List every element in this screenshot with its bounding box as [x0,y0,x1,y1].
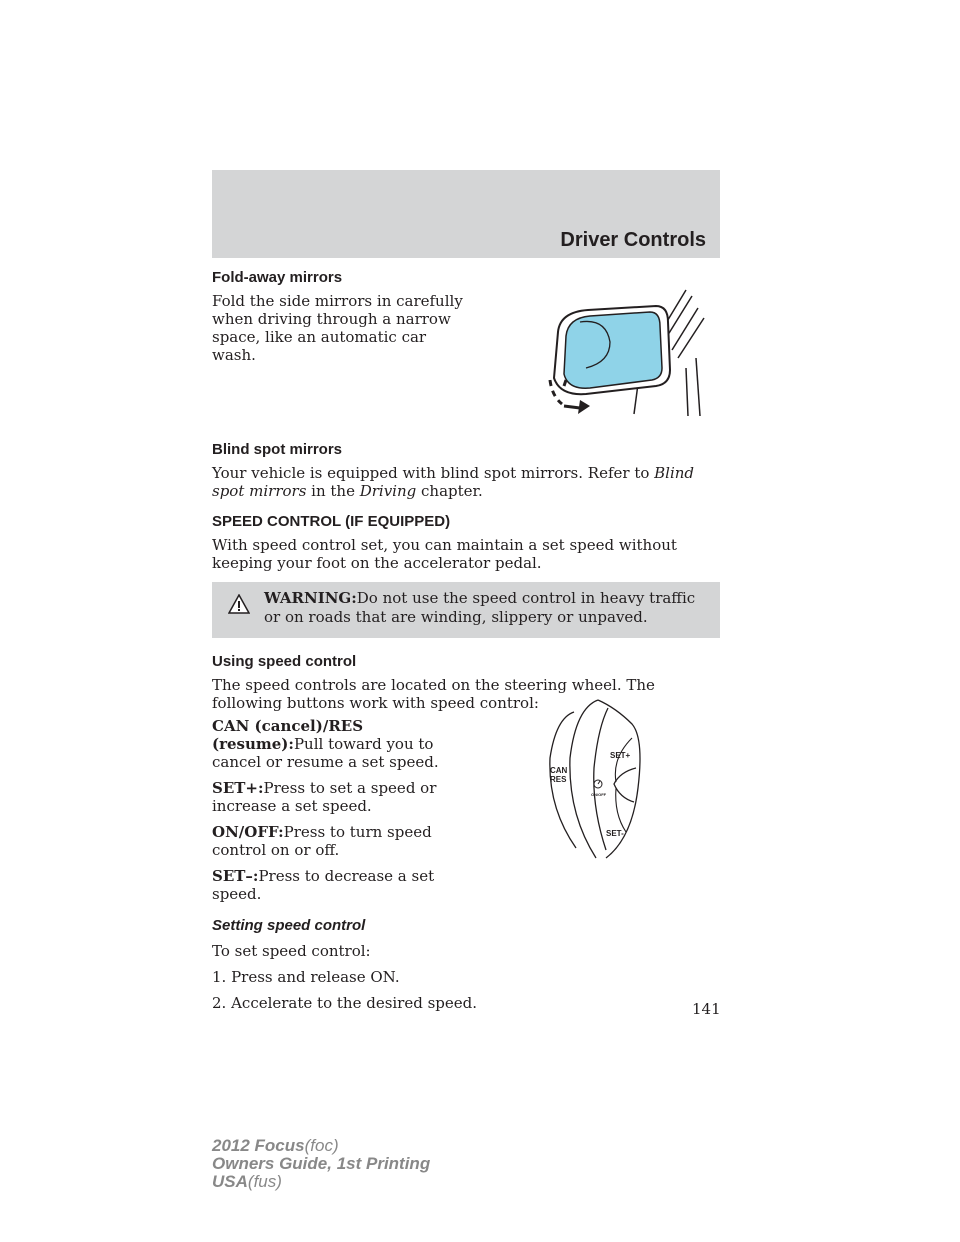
using-speed-control-heading: Using speed control [212,653,357,670]
set-plus-description [212,779,474,815]
setting-step-1: 1. Press and release ON. [212,968,400,986]
setting-intro: To set speed control: [212,942,371,960]
footer-line-3 [212,1173,430,1191]
warning-text [264,589,710,627]
on-off-term: ON/OFF: [212,823,284,841]
footer-model: 2012 Focus [212,1136,305,1155]
blind-spot-heading: Blind spot mirrors [212,441,343,458]
speed-control-buttons-illustration [546,698,644,860]
footer-line-1 [212,1137,430,1155]
fold-away-mirror-illustration [528,288,708,418]
on-off-description [212,823,474,859]
blind-spot-text-mid: in the [306,482,360,500]
set-minus-text: Press to decrease a set speed. [212,867,435,903]
blind-spot-ref-link: Blind spot mirrors [212,464,695,500]
set-plus-text: Press to set a speed or increase a set speed. [212,779,437,815]
can-res-description [212,717,474,771]
speed-control-body: With speed control set, you can maintain a set speed without keeping your foot on the accelerator pedal. [212,536,677,572]
chapter-header-band [212,170,720,258]
footer-line-2: Owners Guide, 1st Printing [212,1154,431,1173]
blind-spot-body [212,464,720,500]
set-plus-term: SET+: [212,779,264,797]
footer-market-code: (fus) [247,1172,282,1191]
warning-box [212,582,720,638]
set-minus-description [212,867,474,903]
setting-step-2: 2. Accelerate to the desired speed. [212,994,478,1012]
chapter-title: Driver Controls [560,229,706,251]
speed-control-heading: SPEED CONTROL (IF EQUIPPED) [212,513,451,530]
warning-label: WARNING: [264,589,357,607]
set-plus-label: SET+ [610,751,631,760]
footer [212,1137,430,1191]
set-minus-term: SET–: [212,867,259,885]
warning-message: Do not use the speed control in heavy traffic or on roads that are winding, slippery or unpaved. [264,589,696,626]
fold-away-heading: Fold-away mirrors [212,269,343,286]
blind-spot-text-start: Your vehicle is equipped with blind spot mirrors. Refer to [212,464,655,482]
on-off-label: ON/OFF [591,792,607,797]
warning-triangle-icon [228,594,250,614]
driving-chapter-ref: Driving [359,482,417,500]
footer-market: USA [212,1172,248,1191]
page-content [212,268,720,1012]
fold-away-body: Fold the side mirrors in carefully when driving through a narrow space, like an automatic car wash. [212,292,463,364]
blind-spot-text-end: chapter. [416,482,483,500]
can-res-text: Pull toward you to cancel or resume a set speed. [212,735,439,771]
using-intro: The speed controls are located on the steering wheel. The following buttons work with speed control: [212,676,655,712]
setting-speed-control-heading: Setting speed control [212,917,366,934]
footer-model-code: (foc) [304,1136,339,1155]
on-off-text: Press to turn speed control on or off. [212,823,432,859]
set-minus-label: SET- [606,829,624,838]
can-res-term: CAN (cancel)/RES (resume): [212,717,364,753]
can-label: CAN [550,766,568,775]
res-label: RES [550,775,567,784]
page-number: 141 [692,1000,721,1018]
